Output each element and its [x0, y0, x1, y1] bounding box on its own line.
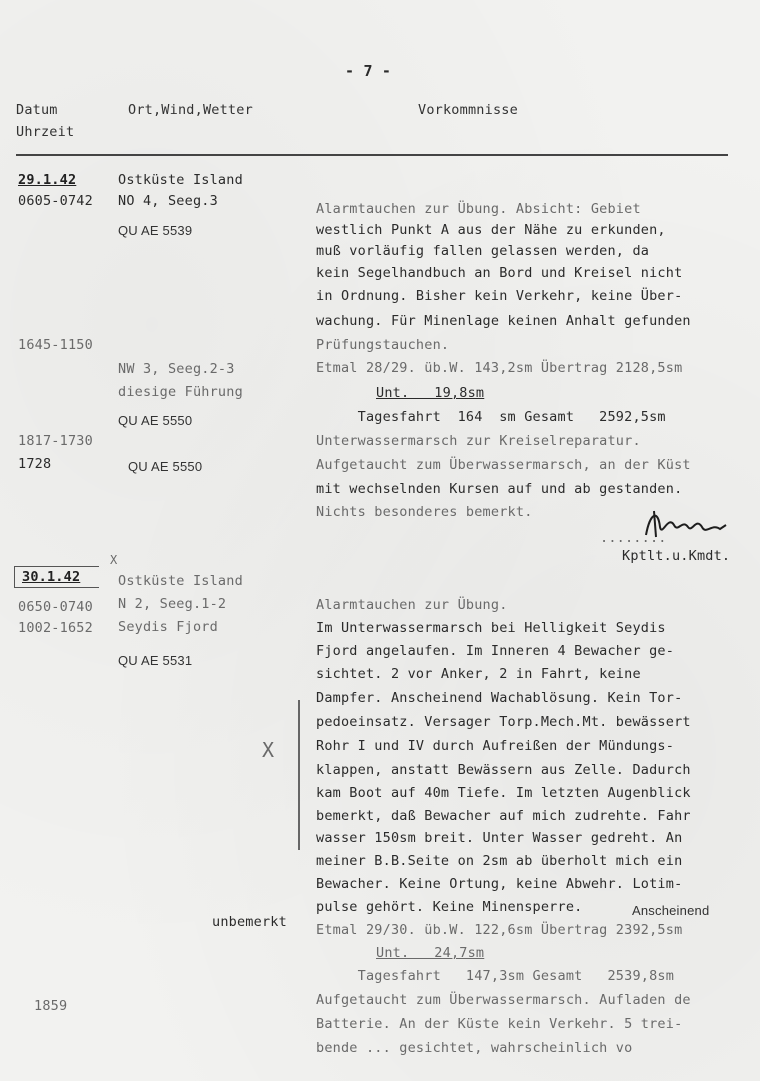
signature-dots: ........: [600, 530, 667, 546]
entry-line: Tagesfahrt 147,3sm Gesamt 2539,8sm: [316, 968, 675, 984]
location-text: Ostküste Island: [118, 172, 243, 188]
header-datum: Datum: [16, 102, 58, 118]
entry-line: Etmal 29/30. üb.W. 122,6sm Übertrag 2392,5sm: [316, 922, 683, 938]
date-entry: 30.1.42: [22, 569, 81, 585]
commander-signature: [640, 505, 730, 545]
entry-line: Prüfungstauchen.: [316, 337, 450, 353]
entry-line: Alarmtauchen zur Übung. Absicht: Gebiet: [316, 201, 641, 217]
signature-title: Kptlt.u.Kmdt.: [622, 548, 731, 564]
entry-line: Aufgetaucht zum Überwassermarsch, an der Küst: [316, 457, 691, 473]
header-rule: [16, 154, 728, 156]
entry-line: Aufgetaucht zum Überwassermarsch. Aufladen de: [316, 992, 691, 1008]
header-ort-wind-wetter: Ort,Wind,Wetter: [128, 102, 253, 118]
entry-line: wachung. Für Minenlage keinen Anhalt gefunden: [316, 313, 691, 329]
grid-square-note: QU AE 5539: [118, 223, 193, 238]
time-entry: 1645-1150: [18, 337, 93, 353]
page-number: - 7 -: [345, 62, 392, 80]
entry-line: wasser 150sm breit. Unter Wasser gedreht. An: [316, 830, 683, 846]
entry-line: pedoeinsatz. Versager Torp.Mech.Mt. bewässert: [316, 714, 691, 730]
weather-text: NO 4, Seeg.3: [118, 193, 218, 209]
entry-line: westlich Punkt A aus der Nähe zu erkunden,: [316, 222, 666, 238]
entry-note: Anscheinend: [632, 903, 710, 918]
entry-line: mit wechselnden Kursen auf und ab gestanden.: [316, 481, 683, 497]
entry-line: muß vorläufig fallen gelassen werden, da: [316, 243, 650, 259]
entry-line: Fjord angelaufen. Im Inneren 4 Bewacher ge-: [316, 643, 675, 659]
entry-line: Batterie. An der Küste kein Verkehr. 5 trei-: [316, 1016, 683, 1032]
entry-line: klappen, anstatt Bewässern aus Zelle. Dadurch: [316, 762, 691, 778]
entry-line: pulse gehört. Keine Minensperre.: [316, 899, 583, 915]
time-entry: 1859: [34, 998, 68, 1014]
date-entry: 29.1.42: [18, 172, 77, 188]
margin-bracket: [298, 700, 300, 850]
entry-line: kam Boot auf 40m Tiefe. Im letzten Augenblick: [316, 785, 691, 801]
margin-x-mark: X: [110, 553, 118, 567]
time-entry: 0605-0742: [18, 193, 93, 209]
time-entry: 1002-1652: [18, 620, 93, 636]
entry-line: Bewacher. Keine Ortung, keine Abwehr. Lotim-: [316, 876, 683, 892]
grid-square-note: QU AE 5531: [118, 653, 193, 668]
entry-line: bende ... gesichtet, wahrscheinlich vo: [316, 1040, 633, 1056]
entry-line: Unterwassermarsch zur Kreiselreparatur.: [316, 433, 641, 449]
entry-line: Unt. 19,8sm: [376, 385, 485, 401]
location-text: Seydis Fjord: [118, 619, 218, 635]
time-entry: 0650-0740: [18, 599, 93, 615]
entry-line: Nichts besonderes bemerkt.: [316, 504, 533, 520]
time-entry: 1728: [18, 456, 52, 472]
entry-line: bemerkt, daß Bewacher auf mich zudrehte. Fahr: [316, 808, 691, 824]
remark-text: unbemerkt: [212, 914, 287, 930]
header-uhrzeit: Uhrzeit: [16, 124, 75, 140]
header-vorkommnisse: Vorkommnisse: [418, 102, 518, 118]
entry-line: in Ordnung. Bisher kein Verkehr, keine Über-: [316, 288, 683, 304]
margin-x-mark: X: [262, 738, 275, 762]
location-text: Ostküste Island: [118, 573, 243, 589]
entry-line: Etmal 28/29. üb.W. 143,2sm Übertrag 2128,5sm: [316, 360, 683, 376]
weather-text: diesige Führung: [118, 384, 243, 400]
weather-text: NW 3, Seeg.2-3: [118, 361, 235, 377]
entry-line: Im Unterwassermarsch bei Helligkeit Seydis: [316, 620, 666, 636]
entry-line: sichtet. 2 vor Anker, 2 in Fahrt, keine: [316, 666, 641, 682]
entry-line: kein Segelhandbuch an Bord und Kreisel nicht: [316, 265, 683, 281]
entry-line: Unt. 24,7sm: [376, 945, 485, 961]
entry-line: Dampfer. Anscheinend Wachablösung. Kein Tor-: [316, 690, 683, 706]
grid-square-note: QU AE 5550: [118, 413, 193, 428]
weather-text: N 2, Seeg.1-2: [118, 596, 227, 612]
entry-line: Alarmtauchen zur Übung.: [316, 597, 508, 613]
entry-line: meiner B.B.Seite on 2sm ab überholt mich ein: [316, 853, 683, 869]
time-entry: 1817-1730: [18, 433, 93, 449]
entry-line: Tagesfahrt 164 sm Gesamt 2592,5sm: [316, 409, 666, 425]
entry-line: Rohr I und IV durch Aufreißen der Mündungs-: [316, 738, 675, 754]
grid-square-note: QU AE 5550: [128, 459, 203, 474]
